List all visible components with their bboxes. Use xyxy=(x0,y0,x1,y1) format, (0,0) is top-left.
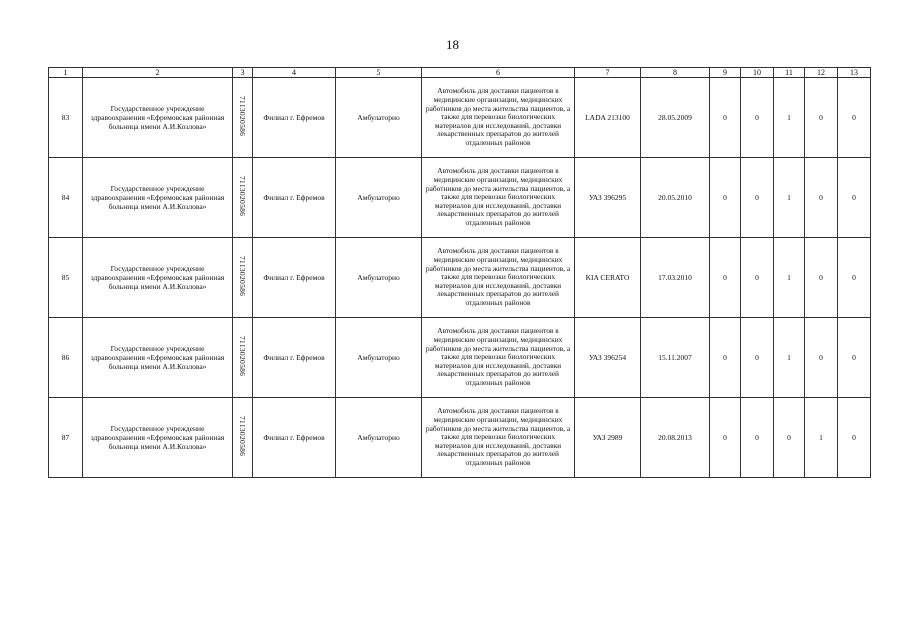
table-row xyxy=(49,158,871,238)
branch-name: Филиал г. Ефремов xyxy=(253,78,336,158)
vehicle-model: УАЗ 396254 xyxy=(575,318,641,398)
institution-name: Государственное учреждение здравоохранения «Ефремовская районная больница имени А.И.Козлова» xyxy=(83,78,233,158)
row-number: 84 xyxy=(49,158,83,238)
col-13-value: 0 xyxy=(838,238,871,318)
col-12-value: 0 xyxy=(805,158,838,238)
header-col-5: 5 xyxy=(336,68,422,78)
col-9-value: 0 xyxy=(710,398,741,478)
inn-cell xyxy=(233,78,253,158)
branch-name: Филиал г. Ефремов xyxy=(253,398,336,478)
col-12-value: 1 xyxy=(805,398,838,478)
vehicle-registry-table xyxy=(48,67,871,478)
vehicle-model: LADA 213100 xyxy=(575,78,641,158)
header-col-11: 11 xyxy=(774,68,805,78)
registration-date: 17.03.2010 xyxy=(641,238,710,318)
col-9-value: 0 xyxy=(710,158,741,238)
col-10-value: 0 xyxy=(741,318,774,398)
table-row xyxy=(49,398,871,478)
vehicle-purpose: Автомобиль для доставки пациентов в медицинские организации, медицинских работников до места жительства пациентов, а также для перевозки биологических материалов для исследований, доставки лекарственных препаратов до жителей отдаленных районов xyxy=(422,158,575,238)
col-9-value: 0 xyxy=(710,78,741,158)
inn-cell xyxy=(233,158,253,238)
page-number: 18 xyxy=(446,37,459,52)
institution-name: Государственное учреждение здравоохранения «Ефремовская районная больница имени А.И.Козлова» xyxy=(83,238,233,318)
institution-name: Государственное учреждение здравоохранения «Ефремовская районная больница имени А.И.Козлова» xyxy=(83,318,233,398)
branch-name: Филиал г. Ефремов xyxy=(253,318,336,398)
header-col-1: 1 xyxy=(49,68,83,78)
header-col-12: 12 xyxy=(805,68,838,78)
registration-date: 28.05.2009 xyxy=(641,78,710,158)
row-number: 83 xyxy=(49,78,83,158)
header-col-13: 13 xyxy=(838,68,871,78)
col-11-value: 1 xyxy=(774,318,805,398)
registration-date: 20.05.2010 xyxy=(641,158,710,238)
header-col-6: 6 xyxy=(422,68,575,78)
col-10-value: 0 xyxy=(741,158,774,238)
vehicle-purpose: Автомобиль для доставки пациентов в медицинские организации, медицинских работников до места жительства пациентов, а также для перевозки биологических материалов для исследований, доставки лекарственных препаратов до жителей отдаленных районов xyxy=(422,318,575,398)
institution-name: Государственное учреждение здравоохранения «Ефремовская районная больница имени А.И.Козлова» xyxy=(83,158,233,238)
col-9-value: 0 xyxy=(710,238,741,318)
inn-value: 7113020586 xyxy=(238,176,247,217)
col-9-value: 0 xyxy=(710,318,741,398)
col-13-value: 0 xyxy=(838,318,871,398)
header-col-9: 9 xyxy=(710,68,741,78)
vehicle-purpose: Автомобиль для доставки пациентов в медицинские организации, медицинских работников до места жительства пациентов, а также для перевозки биологических материалов для исследований, доставки лекарственных препаратов до жителей отдаленных районов xyxy=(422,398,575,478)
inn-value: 7113020586 xyxy=(238,416,247,457)
col-13-value: 0 xyxy=(838,398,871,478)
department-type: Амбулаторно xyxy=(336,78,422,158)
table-body xyxy=(49,78,871,478)
col-12-value: 0 xyxy=(805,318,838,398)
col-10-value: 0 xyxy=(741,78,774,158)
department-type: Амбулаторно xyxy=(336,238,422,318)
table-row xyxy=(49,78,871,158)
institution-name: Государственное учреждение здравоохранения «Ефремовская районная больница имени А.И.Козлова» xyxy=(83,398,233,478)
inn-cell xyxy=(233,398,253,478)
vehicle-model: KIA CERATO xyxy=(575,238,641,318)
col-11-value: 0 xyxy=(774,398,805,478)
col-11-value: 1 xyxy=(774,238,805,318)
department-type: Амбулаторно xyxy=(336,318,422,398)
col-13-value: 0 xyxy=(838,158,871,238)
col-10-value: 0 xyxy=(741,398,774,478)
col-11-value: 1 xyxy=(774,158,805,238)
inn-cell xyxy=(233,238,253,318)
col-10-value: 0 xyxy=(741,238,774,318)
row-number: 86 xyxy=(49,318,83,398)
department-type: Амбулаторно xyxy=(336,158,422,238)
header-col-8: 8 xyxy=(641,68,710,78)
vehicle-purpose: Автомобиль для доставки пациентов в медицинские организации, медицинских работников до места жительства пациентов, а также для перевозки биологических материалов для исследований, доставки лекарственных препаратов до жителей отдаленных районов xyxy=(422,238,575,318)
table-row xyxy=(49,318,871,398)
col-12-value: 0 xyxy=(805,238,838,318)
branch-name: Филиал г. Ефремов xyxy=(253,238,336,318)
registration-date: 20.08.2013 xyxy=(641,398,710,478)
table-header xyxy=(49,68,871,78)
department-type: Амбулаторно xyxy=(336,398,422,478)
table-row xyxy=(49,238,871,318)
vehicle-purpose: Автомобиль для доставки пациентов в медицинские организации, медицинских работников до места жительства пациентов, а также для перевозки биологических материалов для исследований, доставки лекарственных препаратов до жителей отдаленных районов xyxy=(422,78,575,158)
inn-value: 7113020586 xyxy=(238,96,247,137)
col-12-value: 0 xyxy=(805,78,838,158)
col-13-value: 0 xyxy=(838,78,871,158)
vehicle-model: УАЗ 396295 xyxy=(575,158,641,238)
header-col-4: 4 xyxy=(253,68,336,78)
inn-value: 7113020586 xyxy=(238,336,247,377)
header-col-10: 10 xyxy=(741,68,774,78)
header-row xyxy=(49,68,871,78)
header-col-2: 2 xyxy=(83,68,233,78)
row-number: 87 xyxy=(49,398,83,478)
registration-date: 15.11.2007 xyxy=(641,318,710,398)
col-11-value: 1 xyxy=(774,78,805,158)
inn-cell xyxy=(233,318,253,398)
header-col-7: 7 xyxy=(575,68,641,78)
header-col-3: 3 xyxy=(233,68,253,78)
vehicle-model: УАЗ 2989 xyxy=(575,398,641,478)
inn-value: 7113020586 xyxy=(238,256,247,297)
row-number: 85 xyxy=(49,238,83,318)
branch-name: Филиал г. Ефремов xyxy=(253,158,336,238)
